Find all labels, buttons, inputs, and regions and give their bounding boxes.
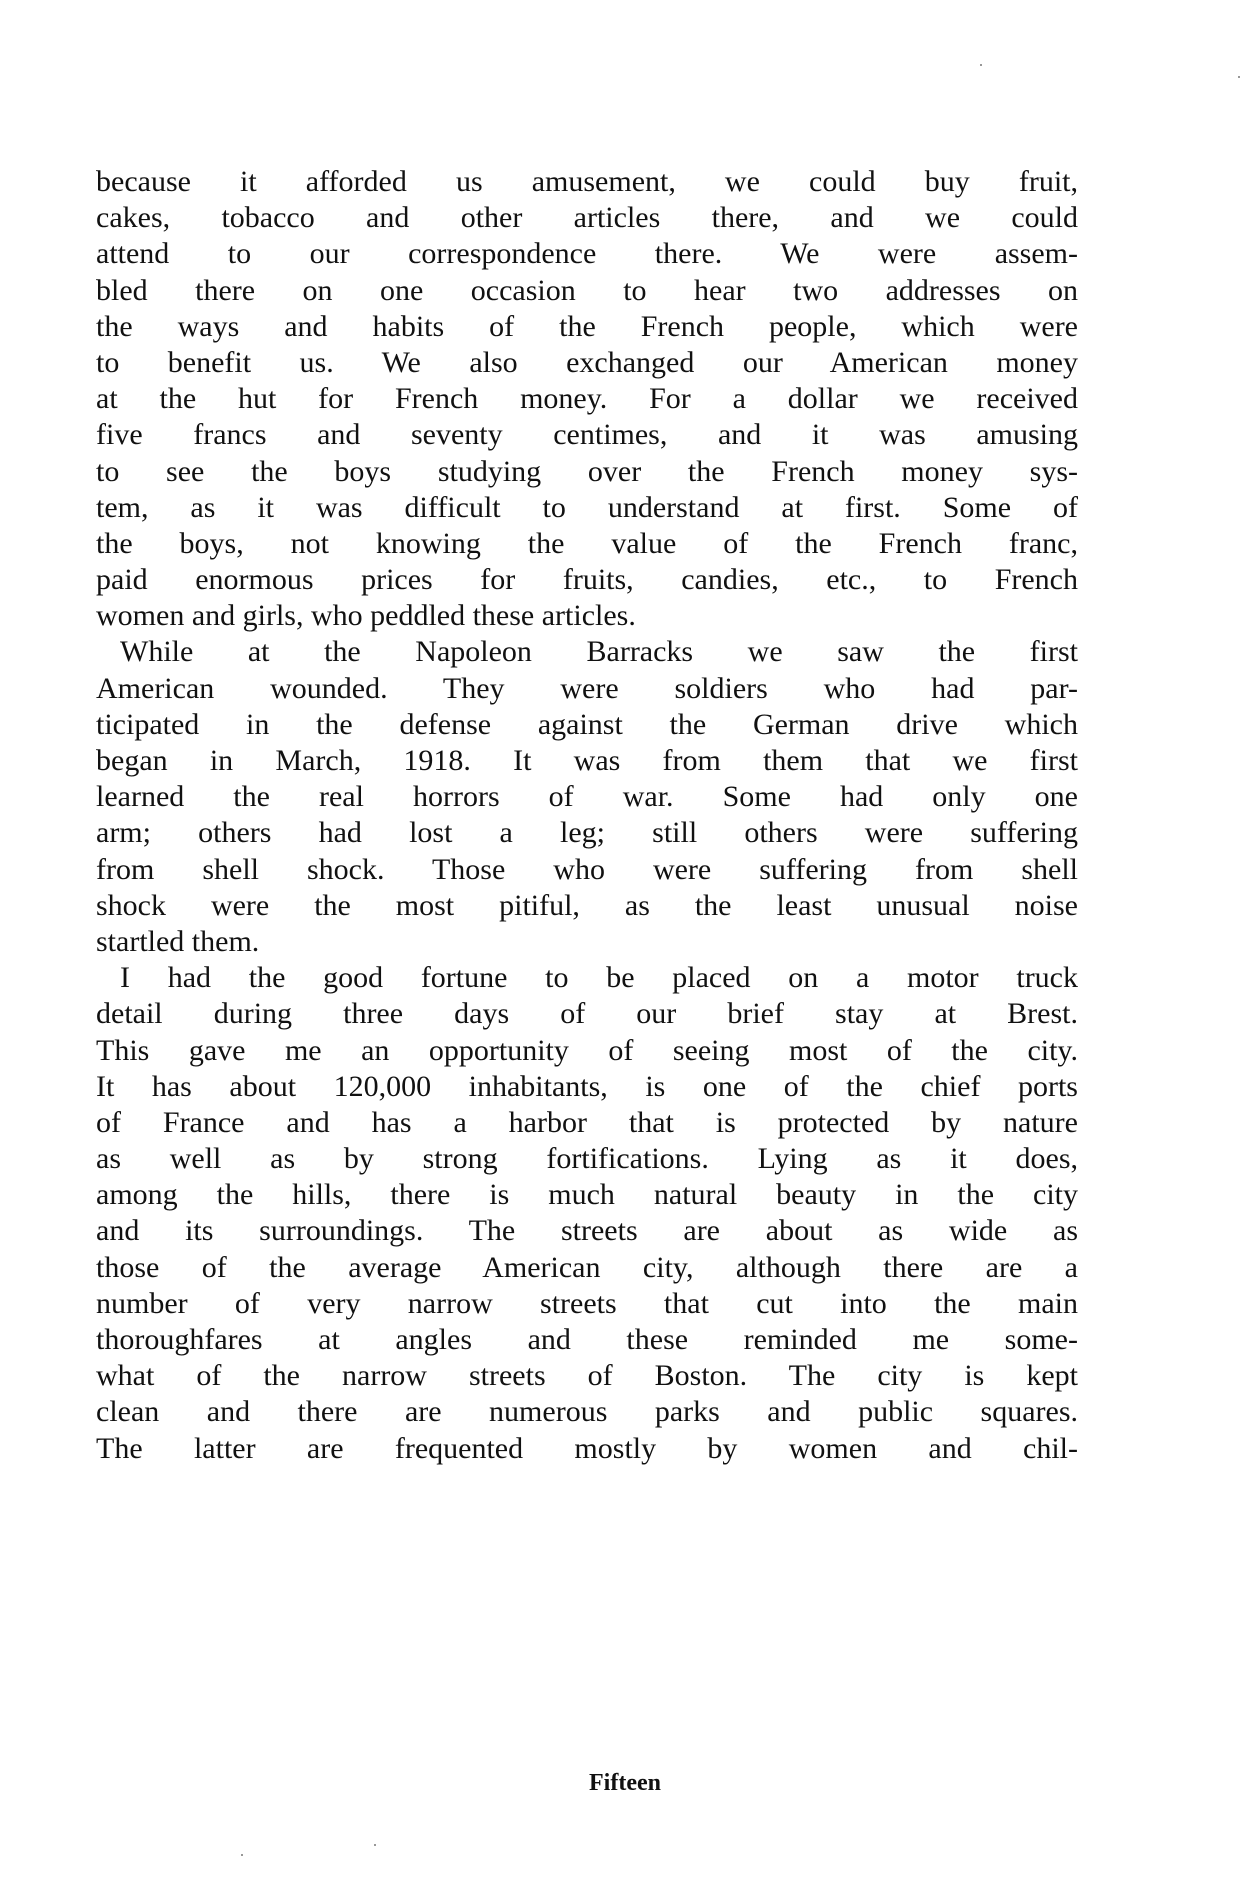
text-line: clean and there are numerous parks and public squares. [96,1395,1078,1429]
text-line: I had the good fortune to be placed on a motor truck [120,961,1078,995]
text-line: as well as by strong fortifications. Lying as it does, [96,1142,1078,1176]
text-line: of France and has a harbor that is protected by nature [96,1105,1078,1139]
text-line: to benefit us. We also exchanged our American money [96,345,1078,379]
text-line: the boys, not knowing the value of the French franc, [96,526,1078,560]
text-line: ticipated in the defense against the German drive which [96,707,1078,741]
text-line: detail during three days of our brief stay at Brest. [96,997,1078,1031]
paragraph-1 [96,164,1078,634]
paragraph-3 [96,960,1078,1467]
text-line: number of very narrow streets that cut into the main [96,1286,1078,1320]
text-line: learned the real horrors of war. Some had only one [96,780,1078,814]
text-line: startled them. [96,924,260,958]
text-line: arm; others had lost a leg; still others were suffering [96,816,1078,850]
text-line: shock were the most pitiful, as the least unusual noise [96,888,1078,922]
text-line: at the hut for French money. For a dollar we received [96,382,1078,416]
text-line: American wounded. They were soldiers who had par- [96,671,1078,705]
text-line: because it afforded us amusement, we could buy fruit, [96,165,1078,198]
text-line: the ways and habits of the French people, which were [96,309,1078,343]
text-line: and its surroundings. The streets are about as wide as [96,1214,1078,1248]
scan-speck [1238,76,1240,78]
text-line: cakes, tobacco and other articles there, and we could [96,201,1078,235]
text-line: began in March, 1918. It was from them that we first [96,744,1078,777]
body-text [96,164,1078,1467]
page-number: Fifteen [589,1770,661,1796]
text-line: women and girls, who peddled these articles. [96,599,636,633]
text-line: what of the narrow streets of Boston. The city is kept [96,1359,1078,1393]
paragraph-2 [96,634,1078,960]
text-line: from shell shock. Those who were suffering from shell [96,852,1078,886]
text-line: tem, as it was difficult to understand at first. Some of [96,490,1078,524]
text-line: paid enormous prices for fruits, candies, etc., to French [96,563,1078,597]
text-line: bled there on one occasion to hear two addresses on [96,273,1078,307]
scan-speck [374,1844,376,1846]
scan-speck [241,1854,243,1856]
text-line: those of the average American city, although there are a [96,1250,1078,1284]
text-line: attend to our correspondence there. We were assem- [96,237,1078,271]
text-line: thoroughfares at angles and these reminded me some- [96,1323,1078,1356]
text-line: among the hills, there is much natural beauty in the city [96,1178,1078,1212]
text-line: five francs and seventy centimes, and it was amusing [96,418,1078,452]
text-line: to see the boys studying over the French money sys- [96,454,1078,488]
text-line: This gave me an opportunity of seeing most of the city. [96,1033,1078,1067]
text-line: It has about 120,000 inhabitants, is one of the chief ports [96,1069,1078,1103]
text-line: The latter are frequented mostly by women and chil- [96,1431,1078,1465]
text-line: While at the Napoleon Barracks we saw the first [120,635,1078,669]
scan-speck [980,64,982,66]
